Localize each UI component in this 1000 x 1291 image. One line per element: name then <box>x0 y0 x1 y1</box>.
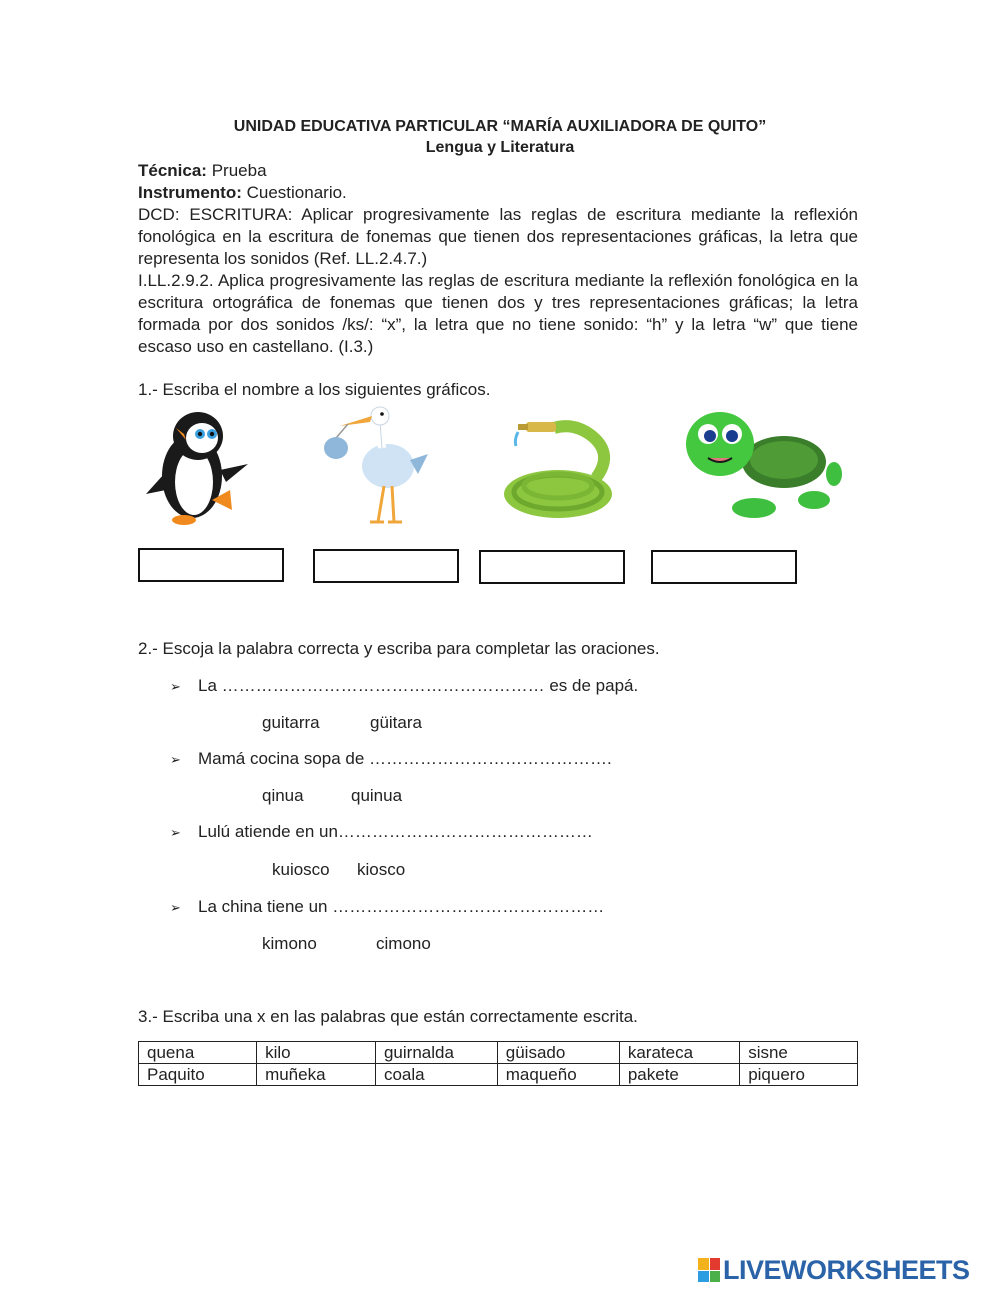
answer-box-penguin[interactable] <box>138 548 284 582</box>
liveworksheets-logo-icon <box>698 1258 720 1282</box>
tecnica-line <box>138 160 858 182</box>
table-row <box>139 1064 858 1086</box>
arrowhead-icon: ➢ <box>170 900 181 915</box>
option-word[interactable]: kuiosco <box>272 860 330 879</box>
arrowhead-icon: ➢ <box>170 679 181 694</box>
tecnica-label: Técnica: <box>138 161 207 180</box>
option-word[interactable]: güitara <box>370 713 422 732</box>
answer-box-stork[interactable] <box>313 549 459 583</box>
sentence-text: La china tiene un ………………………………………… <box>198 897 605 916</box>
answer-box-turtle[interactable] <box>651 550 797 584</box>
school-title: UNIDAD EDUCATIVA PARTICULAR “MARÍA AUXILIADORA DE QUITO” <box>233 118 767 135</box>
word-cell[interactable]: güisado <box>497 1042 619 1064</box>
word-cell[interactable]: muñeka <box>257 1064 376 1086</box>
instrumento-value: Cuestionario. <box>241 183 347 202</box>
sentence-item <box>170 676 638 696</box>
indicator-paragraph: I.LL.2.9.2. Aplica progresivamente las reglas de escritura mediante la reflexión fonológica en la escritura ortográfica de fonemas que tienen dos y tres representaciones gráficas; la letra formada por dos sonidos /ks/: “x”, la letra que no tiene sonido: “h” y la letra “w” que tiene escaso uso en castellano. (I.3.) <box>138 271 858 356</box>
word-cell[interactable]: piquero <box>740 1064 858 1086</box>
option-word[interactable]: quinua <box>351 786 403 805</box>
sentence-item <box>170 749 612 769</box>
tecnica-value: Prueba <box>206 161 267 180</box>
word-cell[interactable]: sisne <box>740 1042 858 1064</box>
sentence-item <box>170 897 604 917</box>
answer-box-hose[interactable] <box>479 550 625 584</box>
turtle-image <box>684 404 842 528</box>
sentence-item <box>170 822 593 842</box>
table-row <box>139 1042 858 1064</box>
option-word[interactable]: guitarra <box>262 713 320 732</box>
penguin-image <box>140 404 252 528</box>
word-cell[interactable]: karateca <box>619 1042 739 1064</box>
question-3-prompt: 3.- Escriba una x en las palabras que están correctamente escrita. <box>138 1007 638 1026</box>
word-cell[interactable]: pakete <box>619 1064 739 1086</box>
option-word[interactable]: kiosco <box>357 860 406 879</box>
dcd-paragraph: DCD: ESCRITURA: Aplicar progresivamente las reglas de escritura mediante la reflexión fonológica en la escritura de fonemas que tienen dos representaciones gráficas, la letra que representa los sonidos (Ref. LL.2.4.7.) <box>138 205 858 268</box>
word-table <box>138 1041 858 1086</box>
word-cell[interactable]: guirnalda <box>375 1042 497 1064</box>
word-cell[interactable]: maqueño <box>497 1064 619 1086</box>
question-2-prompt: 2.- Escoja la palabra correcta y escriba para completar las oraciones. <box>138 639 660 658</box>
word-cell[interactable]: kilo <box>257 1042 376 1064</box>
question-1-prompt: 1.- Escriba el nombre a los siguientes gráficos. <box>138 380 491 399</box>
sentence-text: La ………………………………………………… es de papá. <box>198 676 639 695</box>
option-word[interactable]: kimono <box>262 934 317 953</box>
logo-text: LIVEWORKSHEETS <box>723 1254 970 1285</box>
word-cell[interactable]: Paquito <box>139 1064 257 1086</box>
option-word[interactable]: cimono <box>376 934 431 953</box>
word-cell[interactable]: quena <box>139 1042 257 1064</box>
hose-image <box>496 404 620 528</box>
word-cell[interactable]: coala <box>375 1064 497 1086</box>
instrumento-line <box>138 182 858 204</box>
liveworksheets-logo[interactable] <box>698 1255 970 1285</box>
arrowhead-icon: ➢ <box>170 825 181 840</box>
sentence-text: Lulú atiende en un……………………………………… <box>198 822 593 841</box>
arrowhead-icon: ➢ <box>170 752 181 767</box>
subject-title: Lengua y Literatura <box>425 139 575 156</box>
stork-image <box>318 404 430 528</box>
instrumento-label: Instrumento: <box>138 183 242 202</box>
sentence-text: Mamá cocina sopa de ……………………………………. <box>198 749 612 768</box>
option-word[interactable]: qinua <box>262 786 304 805</box>
